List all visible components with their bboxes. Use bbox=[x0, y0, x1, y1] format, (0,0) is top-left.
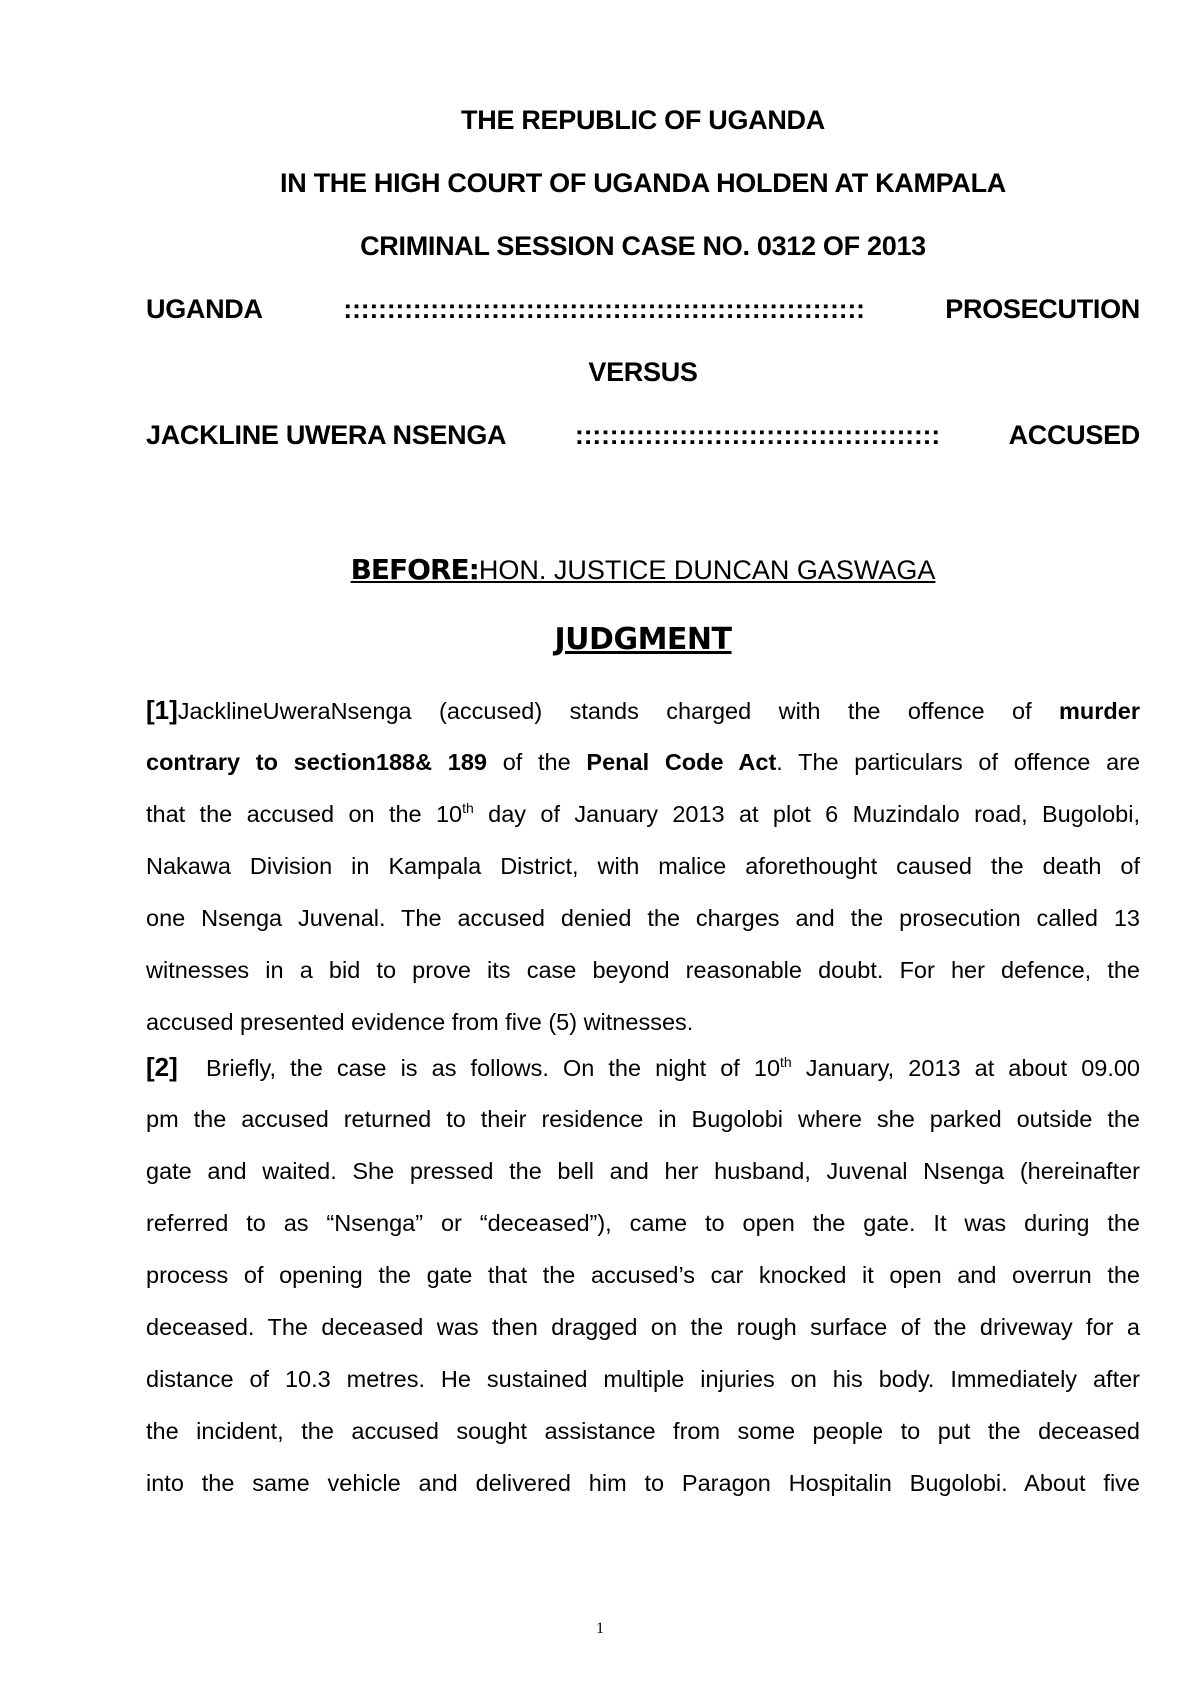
p1-line-4: Nakawa Division in Kampala District, with malice aforethought caused the death of bbox=[146, 853, 1140, 879]
p1-line-3 bbox=[146, 788, 1140, 840]
prosecution-colons: :::::::::::::::::::::::::::::::::::::::::::::::::::::::::::: bbox=[343, 294, 865, 324]
p2-line-9: into the same vehicle and delivered him to Paragon Hospitalin Bugolobi. About five bbox=[146, 1470, 1140, 1496]
p2-superscript: th bbox=[780, 1054, 792, 1071]
before-label: BEFORE: bbox=[350, 553, 479, 586]
p2-line-1 bbox=[146, 1041, 1140, 1093]
p2-text: January, 2013 at about 09.00 bbox=[805, 1055, 1141, 1081]
prosecution-name: UGANDA bbox=[146, 294, 263, 324]
accused-colons: :::::::::::::::::::::::::::::::::::::::::: bbox=[574, 420, 940, 450]
p1-line-6: witnesses in a bid to prove its case beyond reasonable doubt. For her defence, the bbox=[146, 957, 1140, 983]
versus-label: VERSUS bbox=[588, 357, 698, 387]
header-court: IN THE HIGH COURT OF UGANDA HOLDEN AT KAMPALA bbox=[280, 168, 1006, 198]
p1-text: that the accused on the 10 bbox=[146, 801, 463, 827]
p2-line-5: process of opening the gate that the accused’s car knocked it open and overrun the bbox=[146, 1262, 1140, 1288]
paragraph-1 bbox=[146, 684, 1140, 1048]
p1-bold-act: Penal Code Act bbox=[586, 749, 777, 775]
p1-number: [1] bbox=[146, 695, 178, 725]
page-number: 1 bbox=[596, 1620, 604, 1637]
p1-line-5: one Nsenga Juvenal. The accused denied the charges and the prosecution called 13 bbox=[146, 905, 1140, 931]
p2-line-6: deceased. The deceased was then dragged on the rough surface of the driveway for a bbox=[146, 1314, 1140, 1340]
p1-text: day of January 2013 at plot 6 Muzindalo road, Bugolobi, bbox=[488, 801, 1140, 827]
p2-line-2: pm the accused returned to their residence in Bugolobi where she parked outside the bbox=[146, 1106, 1140, 1132]
before-line bbox=[146, 553, 1140, 586]
p2-line-7: distance of 10.3 metres. He sustained multiple injuries on his body. Immediately after bbox=[146, 1366, 1140, 1392]
p2-line-4: referred to as “Nsenga” or “deceased”), came to open the gate. It was during the bbox=[146, 1210, 1140, 1236]
prosecution-role: PROSECUTION bbox=[945, 294, 1140, 324]
p1-line-2 bbox=[146, 736, 1140, 788]
p1-line-7: accused presented evidence from five (5) witnesses. bbox=[146, 1009, 694, 1035]
p2-line-3: gate and waited. She pressed the bell and her husband, Juvenal Nsenga (hereinafter bbox=[146, 1158, 1140, 1184]
p1-text: JacklineUweraNsenga (accused) stands charged with the offence of bbox=[177, 698, 1032, 724]
p2-text: Briefly, the case is as follows. On the night of 10 bbox=[205, 1055, 781, 1081]
accused-name: JACKLINE UWERA NSENGA bbox=[146, 420, 507, 450]
paragraph-2 bbox=[146, 1041, 1140, 1509]
p1-text: of the bbox=[502, 749, 571, 775]
p1-bold-section: contrary to section188& 189 bbox=[146, 749, 487, 775]
header-republic: THE REPUBLIC OF UGANDA bbox=[461, 105, 825, 135]
header-case-number: CRIMINAL SESSION CASE NO. 0312 OF 2013 bbox=[360, 231, 926, 261]
judge-name: HON. JUSTICE DUNCAN GASWAGA bbox=[478, 555, 936, 585]
accused-role: ACCUSED bbox=[1008, 420, 1140, 450]
p1-superscript: th bbox=[462, 800, 474, 817]
accused-line bbox=[146, 420, 1140, 451]
p1-bold-murder: murder bbox=[1059, 698, 1140, 724]
p2-number: [2] bbox=[146, 1052, 178, 1082]
judgment-title: JUDGMENT bbox=[554, 622, 732, 657]
prosecution-line bbox=[146, 294, 1140, 325]
p1-text: . The particulars of offence are bbox=[776, 749, 1141, 775]
p1-line-1 bbox=[146, 684, 1140, 736]
p2-line-8: the incident, the accused sought assistance from some people to put the deceased bbox=[146, 1418, 1140, 1444]
